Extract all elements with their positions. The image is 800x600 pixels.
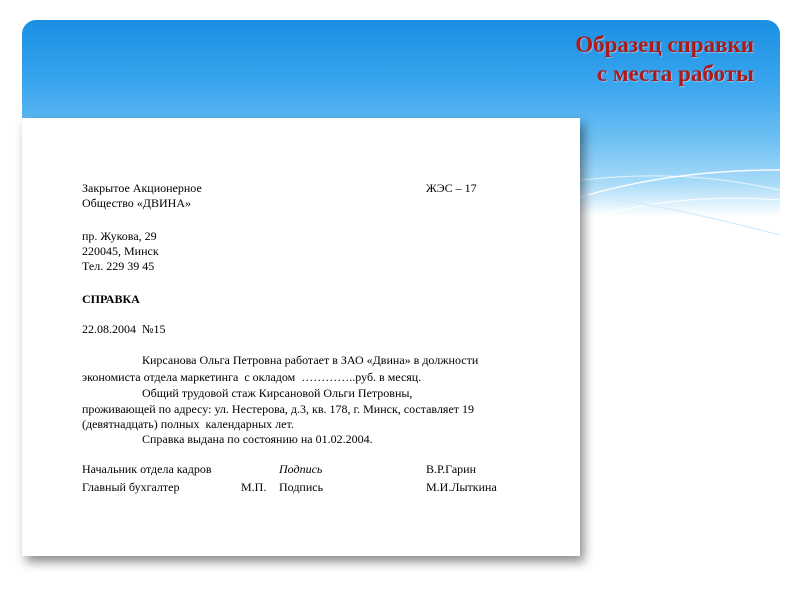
sig2-signature: Подпись <box>279 480 324 494</box>
document-page <box>22 118 580 556</box>
sig1-name: В.Р.Гарин <box>426 462 476 476</box>
slide-title <box>575 30 754 88</box>
para2-line-1: Общий трудовой стаж Кирсановой Ольги Петровны, <box>142 386 413 400</box>
sig2-position: Главный бухгалтер <box>82 480 180 494</box>
para1-line-2: экономиста отдела маркетинга с окладом …………..руб. в месяц. <box>82 370 422 384</box>
phone: Тел. 229 39 45 <box>82 259 155 273</box>
org-line-2: Общество «ДВИНА» <box>82 196 191 210</box>
sig1-signature: Подпись <box>279 462 323 476</box>
doc-code: ЖЭС – 17 <box>426 181 477 195</box>
date-number: 22.08.2004 №15 <box>82 322 166 336</box>
address-line-2: 220045, Минск <box>82 244 159 258</box>
title-line-1: Образец справки <box>575 32 754 57</box>
sig1-position: Начальник отдела кадров <box>82 462 212 476</box>
sig2-stamp: М.П. <box>241 480 267 494</box>
document-heading: СПРАВКА <box>82 292 140 306</box>
para1-line-1: Кирсанова Ольга Петровна работает в ЗАО «Двина» в должности <box>142 353 479 367</box>
para3-line-1: Справка выдана по состоянию на 01.02.2004. <box>142 432 373 446</box>
title-line-2: с места работы <box>596 61 754 86</box>
para2-line-3: (девятнадцать) полных календарных лет. <box>82 417 294 431</box>
sig2-name: М.И.Лыткина <box>426 480 497 494</box>
para2-line-2: проживающей по адресу: ул. Нестерова, д.3, кв. 178, г. Минск, составляет 19 <box>82 402 475 416</box>
org-line-1: Закрытое Акционерное <box>82 181 202 195</box>
address-line-1: пр. Жукова, 29 <box>82 229 157 243</box>
